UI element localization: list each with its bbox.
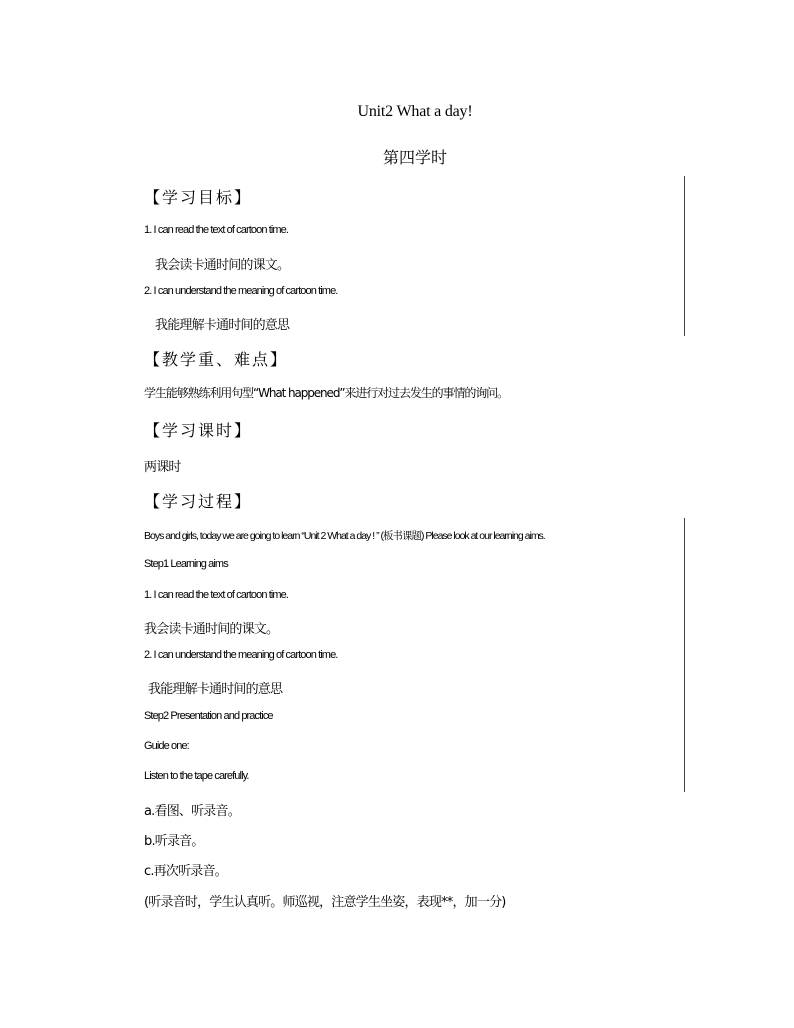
activity-c: c.再次听录音。 [144,864,227,879]
document-title: Unit2 What a day! [357,103,473,120]
guide-one-label: Guide one: [144,740,189,752]
step2-label: Step2 Presentation and practice [144,710,273,722]
activity-b: b.听录音。 [144,834,204,849]
teacher-note: (听录音时，学生认真听。师巡视，注意学生坐姿，表现**，加一分) [144,895,506,910]
goal-1-cn: 我会读卡通时间的课文。 [155,258,290,273]
aim-2-cn: 我能理解卡通时间的意思 [148,682,283,697]
document-subtitle: 第四学时 [382,148,447,167]
hours-heading: 【学习课时】 [144,421,253,440]
goal-2-cn: 我能理解卡通时间的意思 [155,318,290,333]
margin-rule-bottom [684,518,685,792]
process-intro: Boys and girls, today we are going to learn “Unit 2 What a day ! ” (板书课题) Please look at our learning aims. [144,530,545,542]
goals-heading: 【学习目标】 [144,188,253,207]
activity-a: a.看图、听录音。 [144,804,240,819]
goal-2-en: 2. I can understand the meaning of cartoon time. [144,285,338,297]
hours-text: 两课时 [144,460,181,475]
key-points-heading: 【教学重、难点】 [144,350,289,369]
aim-1-en: 1. I can read the text of cartoon time. [144,589,289,601]
step1-label: Step1 Learning aims [144,558,228,570]
aim-2-en: 2. I can understand the meaning of cartoon time. [144,649,338,661]
process-heading: 【学习过程】 [144,492,253,511]
aim-1-cn: 我会读卡通时间的课文。 [144,622,279,637]
goal-1-en: 1. I can read the text of cartoon time. [144,224,289,236]
key-points-text: 学生能够熟练利用句型“What happened”来进行对过去发生的事情的询问。 [144,386,508,400]
listen-instruction: Listen to the tape carefully. [144,770,249,782]
margin-rule-top [684,176,685,336]
